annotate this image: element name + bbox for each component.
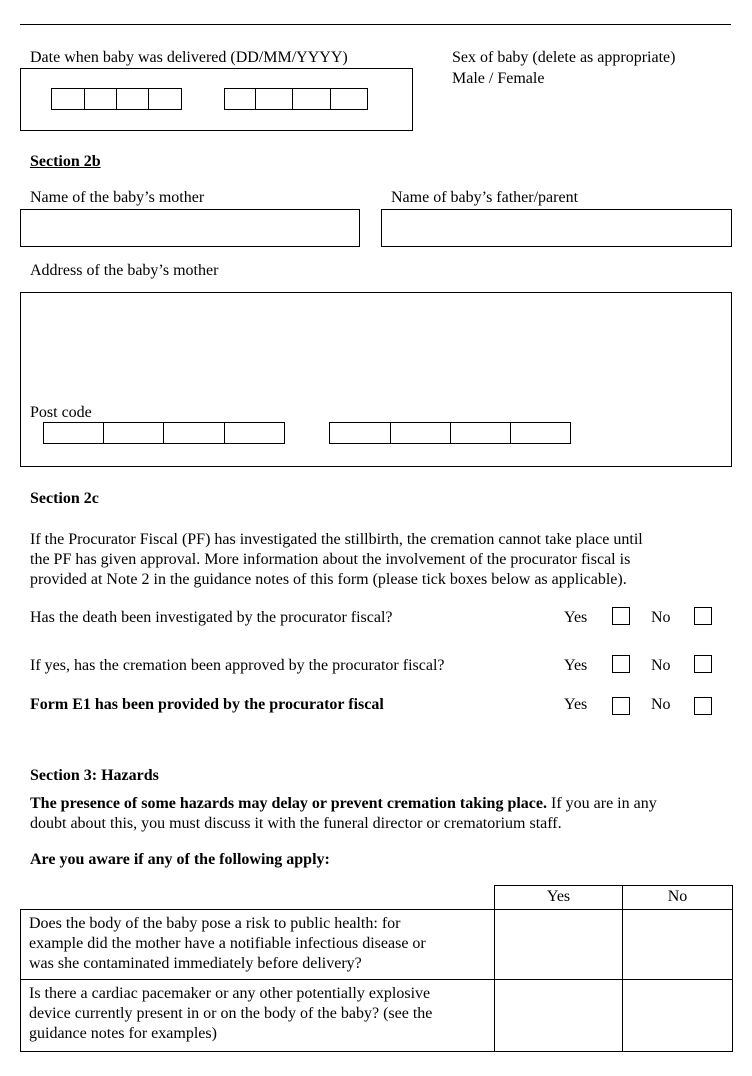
hazard-warning-bold: The presence of some hazards may delay or prevent cremation taking place.	[30, 795, 547, 812]
postcode-cells-left[interactable]	[43, 422, 285, 444]
pf-approved-no-label: No	[651, 657, 671, 674]
table-row	[21, 980, 733, 1052]
date-digit-cell[interactable]	[255, 88, 293, 110]
hazard-pacemaker-yes-cell[interactable]	[495, 980, 623, 1052]
pf-approved-yes-label: Yes	[564, 657, 588, 674]
delivery-date-day-month-cells[interactable]	[51, 88, 182, 110]
father-name-label: Name of baby’s father/parent	[391, 189, 579, 206]
postcode-cells-right[interactable]	[329, 422, 571, 444]
pf-approved-yes-checkbox[interactable]	[612, 655, 630, 673]
sex-options[interactable]: Male / Female	[452, 70, 545, 87]
hazard-question-line: Does the body of the baby pose a risk to public health: for	[29, 915, 401, 932]
delivery-date-year-cells[interactable]	[224, 88, 368, 110]
form-e1-no-label: No	[651, 696, 671, 713]
hazard-public-health-no-cell[interactable]	[623, 910, 733, 980]
form-e1-yes-label: Yes	[564, 696, 588, 713]
hazard-pacemaker-question	[21, 980, 495, 1052]
hazard-question-line: Is there a cardiac pacemaker or any other potentially explosive	[29, 985, 431, 1002]
pf-investigated-yes-label: Yes	[564, 609, 588, 626]
pf-investigated-question: Has the death been investigated by the procurator fiscal?	[30, 609, 393, 626]
date-digit-cell[interactable]	[116, 88, 149, 110]
section-2c-intro-line: provided at Note 2 in the guidance notes of this form (please tick boxes below as applicable).	[30, 571, 627, 588]
postcode-cell[interactable]	[103, 422, 164, 444]
date-digit-cell[interactable]	[224, 88, 256, 110]
postcode-cell[interactable]	[163, 422, 225, 444]
date-digit-cell[interactable]	[330, 88, 368, 110]
section-3-heading: Section 3: Hazards	[30, 767, 159, 784]
postcode-cell[interactable]	[43, 422, 104, 444]
aware-question: Are you aware if any of the following apply:	[30, 851, 330, 868]
date-digit-cell[interactable]	[51, 88, 85, 110]
table-row	[21, 910, 733, 980]
postcode-label: Post code	[30, 404, 92, 421]
form-e1-question: Form E1 has been provided by the procurator fiscal	[30, 696, 384, 713]
form-e1-yes-checkbox[interactable]	[612, 697, 630, 715]
top-rule	[20, 24, 731, 25]
hazard-public-health-question	[21, 910, 495, 980]
hazard-question-line: guidance notes for examples)	[29, 1025, 217, 1042]
date-digit-cell[interactable]	[84, 88, 117, 110]
postcode-cell[interactable]	[224, 422, 285, 444]
hazards-table-corner	[21, 886, 495, 910]
section-2c-heading: Section 2c	[30, 490, 99, 507]
hazard-pacemaker-no-cell[interactable]	[623, 980, 733, 1052]
section-2b-heading: Section 2b	[30, 153, 101, 170]
date-digit-cell[interactable]	[148, 88, 182, 110]
mother-name-field[interactable]	[20, 209, 360, 247]
address-label: Address of the baby’s mother	[30, 262, 219, 279]
pf-investigated-yes-checkbox[interactable]	[612, 607, 630, 625]
hazards-col-no: No	[623, 886, 733, 910]
hazard-public-health-yes-cell[interactable]	[495, 910, 623, 980]
sex-label: Sex of baby (delete as appropriate)	[452, 49, 676, 66]
date-digit-cell[interactable]	[292, 88, 331, 110]
hazard-warning-line-1	[30, 794, 657, 814]
hazard-question-line: example did the mother have a notifiable infectious disease or	[29, 935, 426, 952]
hazards-col-yes: Yes	[495, 886, 623, 910]
hazard-question-line: was she contaminated immediately before delivery?	[29, 955, 362, 972]
mother-name-label: Name of the baby’s mother	[30, 189, 205, 206]
section-2c-intro-line: If the Procurator Fiscal (PF) has investigated the stillbirth, the cremation cannot take place until	[30, 531, 643, 548]
postcode-cell[interactable]	[510, 422, 571, 444]
pf-investigated-no-checkbox[interactable]	[694, 607, 712, 625]
pf-investigated-no-label: No	[651, 609, 671, 626]
postcode-cell[interactable]	[329, 422, 391, 444]
section-2c-intro-line: the PF has given approval. More information about the involvement of the procurator fiscal is	[30, 551, 631, 568]
postcode-cell[interactable]	[390, 422, 451, 444]
hazard-warning-rest: If you are in any	[546, 795, 657, 812]
hazards-table	[20, 885, 733, 1052]
form-e1-no-checkbox[interactable]	[694, 697, 712, 715]
postcode-cell[interactable]	[450, 422, 511, 444]
delivery-date-label: Date when baby was delivered (DD/MM/YYYY)	[30, 49, 348, 66]
hazard-warning-line-2: doubt about this, you must discuss it with the funeral director or crematorium staff.	[30, 815, 562, 832]
father-name-field[interactable]	[381, 209, 732, 247]
pf-approved-no-checkbox[interactable]	[694, 655, 712, 673]
hazard-question-line: device currently present in or on the body of the baby? (see the	[29, 1005, 433, 1022]
pf-approved-question: If yes, has the cremation been approved by the procurator fiscal?	[30, 657, 445, 674]
